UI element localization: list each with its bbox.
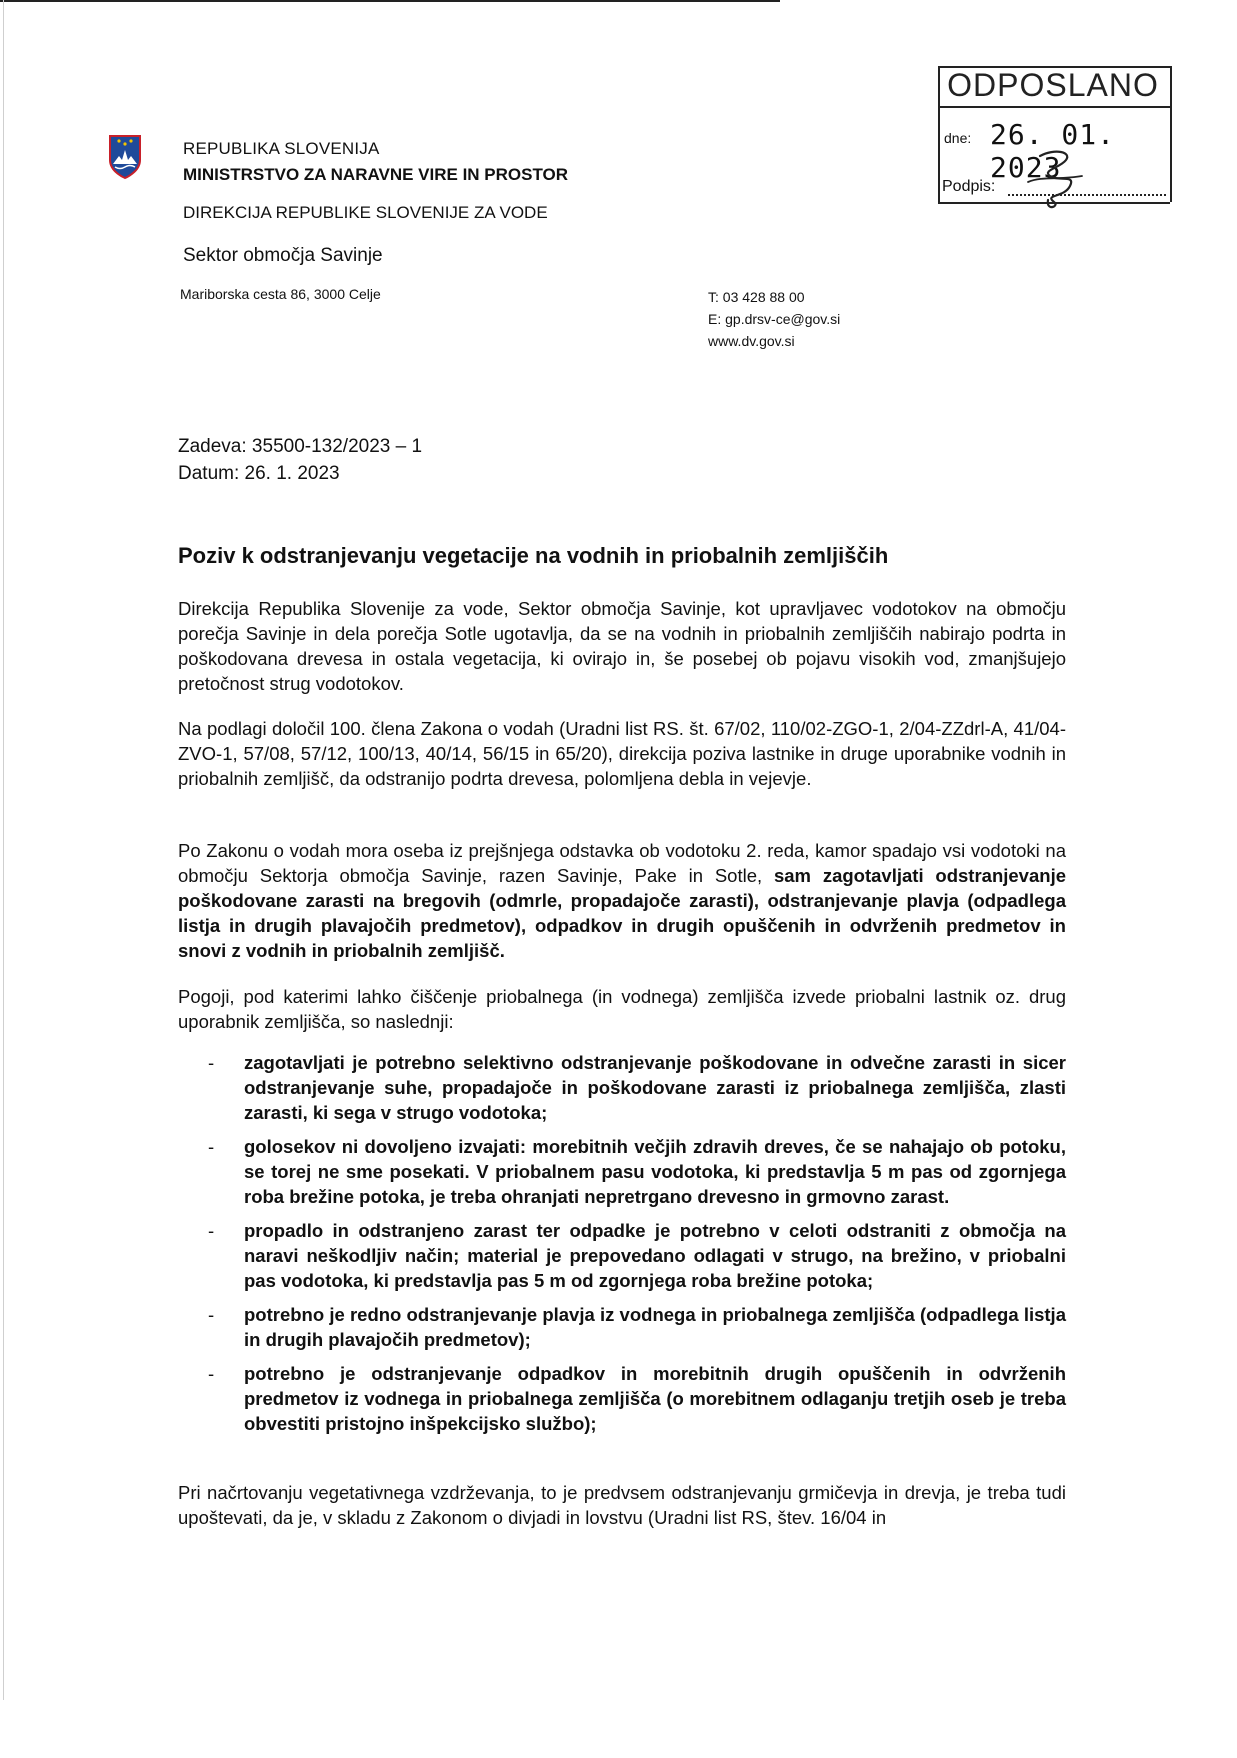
document-title: Poziv k odstranjevanju vegetacije na vodnih in priobalnih zemljiščih [178,543,889,568]
stamp-date: 26. 01. 2023 [990,118,1116,184]
republic-name: REPUBLIKA SLOVENIJA [183,139,380,158]
phone-number: T: 03 428 88 00 [708,289,805,305]
list-marker: - [208,1220,215,1241]
ministry-name: MINISTRSTVO ZA NARAVNE VIRE IN PROSTOR [183,165,569,184]
list-item-text: potrebno je odstranjevanje odpadkov in morebitnih drugih opuščenih in odvrženih predmetov iz vodnega in priobalnega zemljišča (o morebitnem odlaganju tretjih oseb je treba obvestiti pristojno inšpekcijsko službo); [244,1363,1066,1434]
paragraph-obligations [178,838,1066,963]
paragraph-text: Direkcija Republika Slovenije za vode, Sektor območja Savinje, kot upravljavec vodotokov na območju porečja Savinje in dela porečja Sotle ugotavlja, da se na vodnih in priobalnih zemljiščih nabirajo podrta in poškodovana drevesa in ostala vegetacija, ki ovirajo in, še posebej ob pojavu visokih vod, zmanjšujejo pretočnost strug vodotokov. [178,598,1066,694]
stamp-title: ODPOSLANO [947,67,1159,103]
list-marker: - [208,1363,215,1384]
stamp-date-label: dne: [944,130,972,146]
list-item [178,1361,1066,1436]
postal-address: Mariborska cesta 86, 3000 Celje [180,286,381,302]
list-item-text: golosekov ni dovoljeno izvajati: morebitnih večjih zdravih dreves, če se nahajajo ob potoku, se torej ne sme posekati. V priobalnem pasu vodotoka, ki predstavlja 5 m pas od zgornjega roba brežine potoka, je treba ohranjati nepretrgano drevesno in grmovno zarast. [244,1136,1066,1207]
list-marker: - [208,1136,215,1157]
paragraph-text: Na podlagi določil 100. člena Zakona o vodah (Uradni list RS. št. 67/02, 110/02-ZGO-1, 2/04-ZZdrl-A, 41/04-ZVO-1, 57/08, 57/12, 100/13, 40/14, 56/15 in 65/20), direkcija poziva lastnike in druge uporabnike vodnih in priobalnih zemljišč, da odstranijo podrta drevesa, polomljena debla in vejevje. [178,718,1066,789]
website-url: www.dv.gov.si [708,333,795,349]
sector-name: Sektor območja Savinje [183,245,383,266]
directorate-name: DIREKCIJA REPUBLIKE SLOVENIJE ZA VODE [183,203,548,222]
paragraph-intro [178,596,1066,696]
handwritten-signature-icon [1020,146,1090,214]
list-marker: - [208,1052,215,1073]
list-item [178,1050,1066,1125]
scan-top-edge [0,0,780,2]
slovenia-coat-of-arms-icon [108,134,142,180]
list-item-text: propadlo in odstranjeno zarast ter odpadke je potrebno v celoti odstraniti z območja na naravi neškodljiv način; material je prepovedano odlagati v strugo, na brežino, v priobalni pas vodotoka, ki predstavlja pas 5 m od zgornjega roba brežine potoka; [244,1220,1066,1291]
document-date: Datum: 26. 1. 2023 [178,463,340,484]
list-marker: - [208,1304,215,1325]
paragraph-text-bold: sam zagotavljati odstranjevanje poškodovane zarasti na bregovih (odmrle, propadajoče zarasti), odstranjevanje plavja (odpadlega listja in drugih plavajočih predmetov), odpadkov in drugih opuščenih in odvrženih predmetov in snovi z vodnih in priobalnih zemljišč. [178,865,1066,961]
list-item [178,1218,1066,1293]
paragraph-text-regular: Po Zakonu o vodah mora oseba iz prejšnjega odstavka ob vodotoku 2. reda, kamor spadajo vsi vodotoki na območju Sektorja območja Savinje, razen Savinje, Pake in Sotle, [178,840,1066,886]
conditions-list [178,1050,1066,1445]
list-item-text: zagotavljati je potrebno selektivno odstranjevanje poškodovane in odvečne zarasti in sicer odstranjevanje suhe, propadajoče in poškodovane zarasti iz priobalnega zemljišča, zlasti zarasti, ki sega v strugo vodotoka; [244,1052,1066,1123]
scan-left-edge [3,0,4,1700]
email-address: E: gp.drsv-ce@gov.si [708,311,841,327]
subject-reference: Zadeva: 35500-132/2023 – 1 [178,436,423,457]
paragraph-text: Pri načrtovanju vegetativnega vzdrževanja, to je predvsem odstranjevanju grmičevja in drevja, je treba tudi upoštevati, da je, v skladu z Zakonom o divjadi in lovstvu (Uradni list RS, štev. 16/04 in [178,1482,1066,1528]
paragraph-text [178,838,1066,963]
list-item-text: potrebno je redno odstranjevanje plavja iz vodnega in priobalnega zemljišča (odpadlega listja in drugih plavajočih predmetov); [244,1304,1066,1350]
stamp-signature-label: Podpis: [942,178,996,195]
paragraph-legal-basis [178,716,1066,791]
list-item [178,1302,1066,1352]
paragraph-planning [178,1480,1066,1530]
contact-block [708,286,840,352]
paragraph-text: Pogoji, pod katerimi lahko čiščenje priobalnega (in vodnega) zemljišča izvede priobalni lastnik oz. drug uporabnik zemljišča, so naslednji: [178,986,1066,1032]
list-item [178,1134,1066,1209]
paragraph-conditions-intro [178,984,1066,1034]
